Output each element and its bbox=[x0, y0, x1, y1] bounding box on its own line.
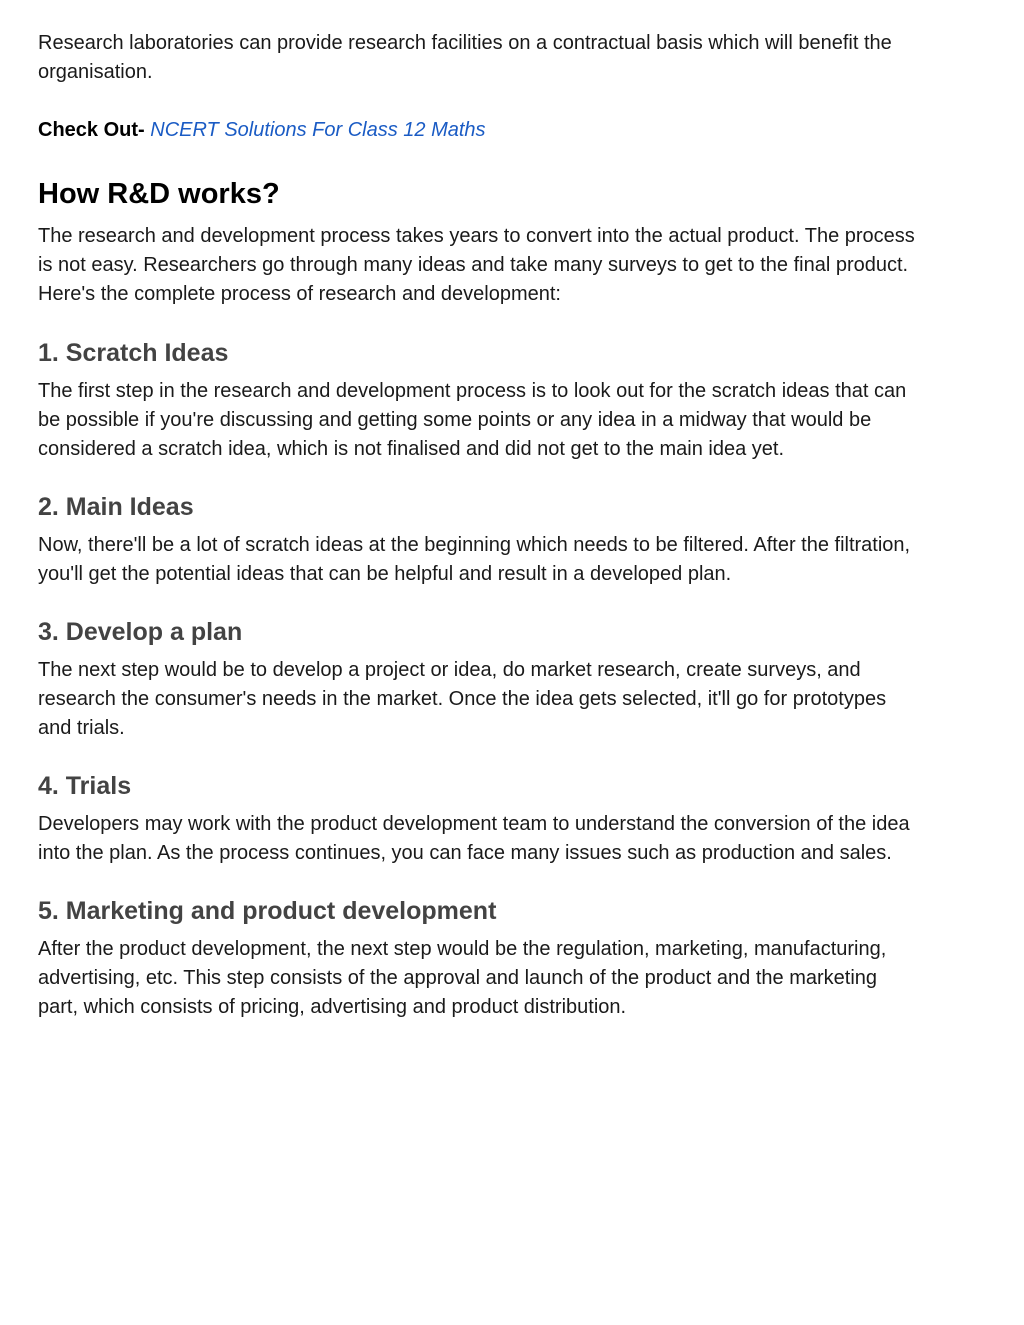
step-heading: 5. Marketing and product development bbox=[38, 897, 497, 925]
step-develop-plan bbox=[38, 617, 918, 743]
step-heading: 4. Trials bbox=[38, 772, 132, 800]
step-scratch-ideas bbox=[38, 338, 918, 464]
step-paragraph: Now, there'll be a lot of scratch ideas at the beginning which needs to be filtered. After the filtration, you'll get the potential ideas that can be helpful and result in a developed plan. bbox=[38, 534, 911, 585]
step-heading: 1. Scratch Ideas bbox=[38, 339, 229, 367]
section-paragraph: The research and development process takes years to convert into the actual product. The process is not easy. Researchers go through many ideas and take many surveys to get to the final product. Here's the complete process of research and development: bbox=[38, 225, 915, 305]
step-paragraph: After the product development, the next step would be the regulation, marketing, manufacturing, advertising, etc. This step consists of the approval and launch of the product and the marketing part, which consists of pricing, advertising and product distribution. bbox=[38, 938, 887, 1018]
step-trials bbox=[38, 771, 918, 868]
step-paragraph: The first step in the research and development process is to look out for the scratch ideas that can be possible if you're discussing and getting some points or any idea in a midway that would be considered a scratch idea, which is not finalised and did not get to the main idea yet. bbox=[38, 380, 907, 460]
step-paragraph: Developers may work with the product development team to understand the conversion of the idea into the plan. As the process continues, you can face many issues such as production and sales. bbox=[38, 813, 910, 864]
step-marketing bbox=[38, 896, 918, 1022]
step-heading: 2. Main Ideas bbox=[38, 493, 194, 521]
check-out-line bbox=[38, 116, 918, 145]
step-main-ideas bbox=[38, 492, 918, 589]
section-heading: How R&D works? bbox=[38, 178, 280, 210]
intro-paragraph: Research laboratories can provide research facilities on a contractual basis which will benefit the organisation. bbox=[38, 32, 892, 83]
article-body bbox=[38, 29, 918, 1022]
ncert-solutions-link[interactable]: NCERT Solutions For Class 12 Maths bbox=[150, 119, 486, 141]
check-out-label: Check Out- bbox=[38, 119, 145, 141]
step-heading: 3. Develop a plan bbox=[38, 618, 243, 646]
step-paragraph: The next step would be to develop a project or idea, do market research, create surveys, and research the consumer's needs in the market. Once the idea gets selected, it'll go for prototypes and trials. bbox=[38, 659, 887, 739]
